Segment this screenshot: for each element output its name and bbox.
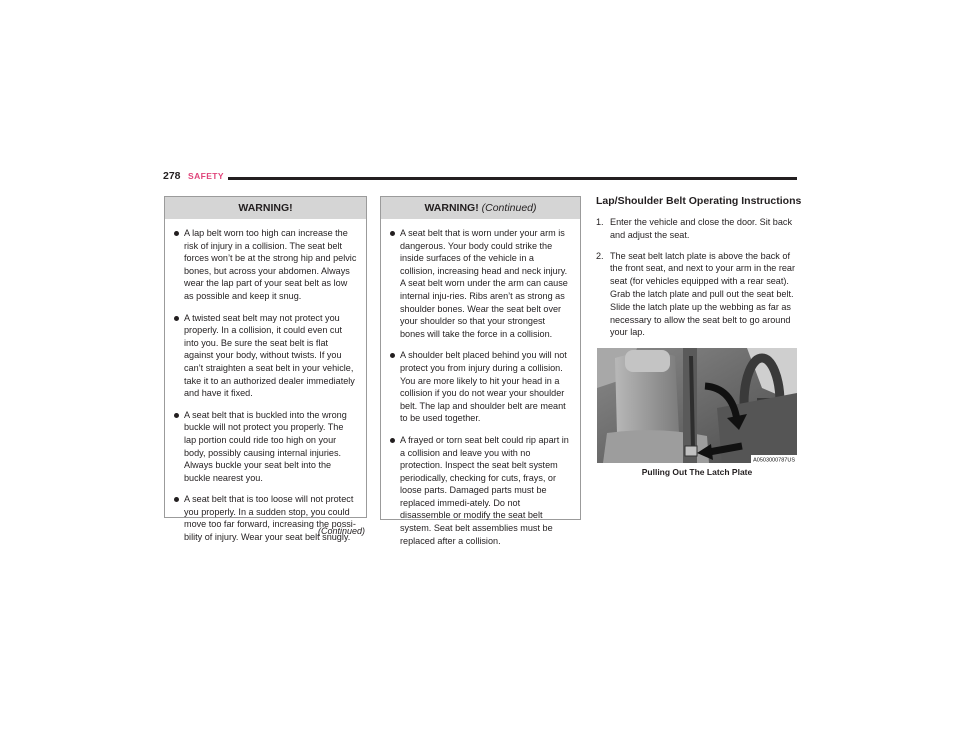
warning-item: A seat belt that is worn under your arm is dangerous. Your body could strike the inside surfaces of the vehicle in a collision, increasing head and neck injury. A seat belt worn under the arm can cause internal inju-ries. Ribs aren’t as strong as shoulder bones. Wear the seat belt over your shoulder so that your strongest bones will take the force in a collision. [390, 227, 571, 340]
instruction-steps [596, 216, 798, 347]
latch-plate-photo [597, 348, 797, 463]
warning-item: A seat belt that is buckled into the wrong buckle will not protect you properly. The lap portion could ride too high on your body, possibly causing internal injuries. Always buckle your seat belt into the buckle nearest you. [174, 409, 357, 485]
instruction-step: 1. Enter the vehicle and close the door. Sit back and adjust the seat. [596, 217, 792, 240]
bullet-icon [174, 316, 179, 321]
warning-item: A frayed or torn seat belt could rip apart in a collision and leave you with no protection. Inspect the seat belt system periodically, checking for cuts, frays, or loose parts. Damaged parts must be replaced immedi-ately. Do not disassemble or modify the seat belt system. Seat belt assemblies must be replaced after a collision. [390, 434, 571, 547]
section-title: SAFETY [188, 171, 224, 181]
figure-code: A0503000787US [753, 457, 795, 463]
bullet-icon [390, 231, 395, 236]
page-header [163, 170, 797, 186]
bullet-icon [174, 497, 179, 502]
warning-item: A twisted seat belt may not protect you properly. In a collision, it could even cut into you. Be sure the seat belt is flat against your body, without twists. If you can’t straighten a seat belt in your vehicle, take it to an authorized dealer immediately and have it fixed. [174, 312, 357, 400]
warning-box-middle [380, 196, 581, 546]
warning-title: WARNING! [165, 197, 366, 219]
warning-item: A lap belt worn too high can increase the risk of injury in a collision. The seat belt forces won’t be at the strong hip and pelvic bones, but across your abdomen. Always wear the lap part of your seat belt as low as possible and keep it snug. [174, 227, 357, 303]
page-number: 278 [163, 170, 181, 182]
warning-list [381, 219, 580, 547]
header-rule [228, 177, 797, 180]
figure-caption: Pulling Out The Latch Plate [641, 467, 753, 477]
warning-title: WARNING! (Continued) [381, 197, 580, 219]
warning-list [165, 219, 366, 544]
warning-item: A seat belt that is too loose will not protect you properly. In a sudden stop, you could move too far forward, increasing the possi-bility of injury. Wear your seat belt snugly. [174, 493, 357, 543]
instruction-step: 2. The seat belt latch plate is above the back of the front seat, and next to your arm in the rear seat (for vehicles equipped with a rear seat). Grab the latch plate and pull out the seat belt. Slide the latch plate up the webbing as far as necessary to allow the seat belt to go around your lap. [596, 250, 796, 338]
warning-item: A shoulder belt placed behind you will not protect you from injury during a collision. You are more likely to hit your head in a collision if you do not wear your shoulder belt. The lap and shoulder belt are meant to be used together. [390, 349, 571, 425]
bullet-icon [174, 413, 179, 418]
bullet-icon [174, 231, 179, 236]
bullet-icon [390, 438, 395, 443]
section-heading: Lap/Shoulder Belt Operating Instructions [596, 195, 802, 207]
warning-title-suffix: (Continued) [481, 202, 537, 214]
bullet-icon [390, 353, 395, 358]
continued-label: (Continued) [318, 526, 366, 536]
